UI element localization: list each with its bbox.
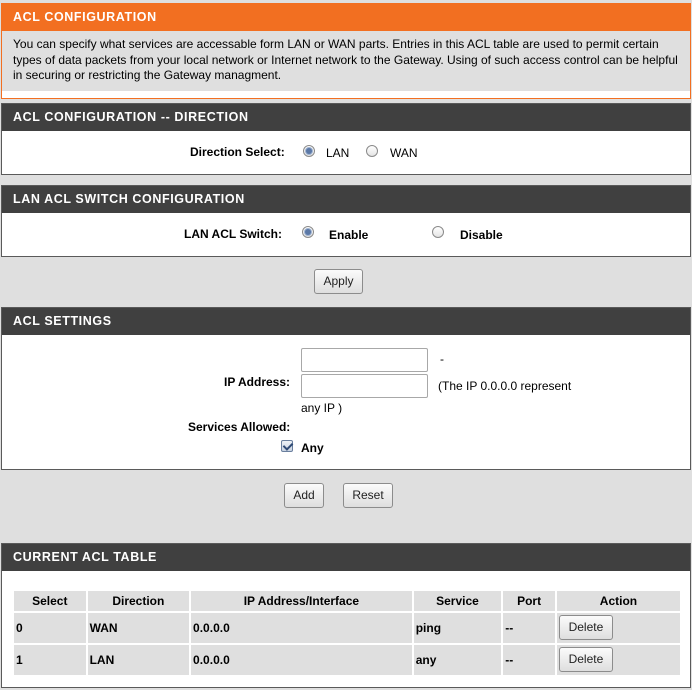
row-direction: LAN	[88, 645, 189, 675]
acl-table	[12, 589, 682, 677]
acl-settings-section	[1, 307, 691, 470]
lan-switch-disable-radio[interactable]	[432, 226, 444, 238]
row-select: 1	[14, 645, 86, 675]
column-header-service: Service	[414, 591, 502, 611]
row-direction: WAN	[88, 613, 189, 643]
lan-switch-enable-radio[interactable]	[302, 226, 314, 238]
column-header-ip: IP Address/Interface	[191, 591, 412, 611]
column-header-port: Port	[503, 591, 555, 611]
acl-config-description: You can specify what services are accessable form LAN or WAN parts. Entries in this ACL table are used to permit certain types of data packets from your local network or Internet network to the Gateway. Using of such access control can be helpful in securing or restricting the Gateway managment.	[2, 31, 690, 91]
direction-wan-label: WAN	[390, 146, 418, 160]
apply-button[interactable]: Apply	[314, 269, 363, 294]
row-service: any	[414, 645, 502, 675]
column-header-direction: Direction	[88, 591, 189, 611]
ip-address-label: IP Address:	[224, 375, 291, 389]
row-action	[557, 645, 680, 675]
lan-switch-title: LAN ACL SWITCH CONFIGURATION	[2, 186, 690, 213]
table-row	[14, 645, 680, 675]
row-ip: 0.0.0.0	[191, 645, 412, 675]
row-action	[557, 613, 680, 643]
delete-button[interactable]: Delete	[559, 647, 613, 672]
acl-table-section	[1, 543, 691, 688]
column-header-action: Action	[557, 591, 680, 611]
ip-start-input[interactable]	[301, 348, 428, 372]
direction-wan-radio[interactable]	[366, 145, 378, 157]
acl-settings-title: ACL SETTINGS	[2, 308, 690, 335]
any-service-checkbox[interactable]	[281, 440, 293, 452]
direction-lan-radio[interactable]	[303, 145, 315, 157]
ip-end-input[interactable]	[301, 374, 428, 398]
acl-config-title: ACL CONFIGURATION	[2, 4, 690, 31]
row-service: ping	[414, 613, 502, 643]
direction-lan-label: LAN	[326, 146, 350, 160]
add-button[interactable]: Add	[284, 483, 324, 508]
row-ip: 0.0.0.0	[191, 613, 412, 643]
acl-config-section	[1, 3, 691, 99]
any-service-label: Any	[301, 441, 324, 455]
reset-button[interactable]: Reset	[343, 483, 393, 508]
direction-title: ACL CONFIGURATION -- DIRECTION	[2, 104, 690, 131]
services-allowed-label: Services Allowed:	[188, 420, 291, 434]
lan-switch-enable-label: Enable	[329, 228, 369, 242]
table-header-row	[14, 591, 680, 611]
column-header-select: Select	[14, 591, 86, 611]
ip-range-dash: -	[440, 352, 444, 366]
ip-hint-text-cont: any IP )	[301, 401, 343, 415]
row-select: 0	[14, 613, 86, 643]
row-port: --	[503, 645, 555, 675]
direction-label: Direction Select:	[190, 145, 285, 159]
row-port: --	[503, 613, 555, 643]
lan-switch-section	[1, 185, 691, 257]
lan-switch-label: LAN ACL Switch:	[184, 227, 282, 241]
ip-hint-text: (The IP 0.0.0.0 represent	[438, 379, 572, 393]
direction-section	[1, 103, 691, 175]
table-row	[14, 613, 680, 643]
acl-table-title: CURRENT ACL TABLE	[2, 544, 690, 571]
delete-button[interactable]: Delete	[559, 615, 613, 640]
lan-switch-disable-label: Disable	[460, 228, 503, 242]
